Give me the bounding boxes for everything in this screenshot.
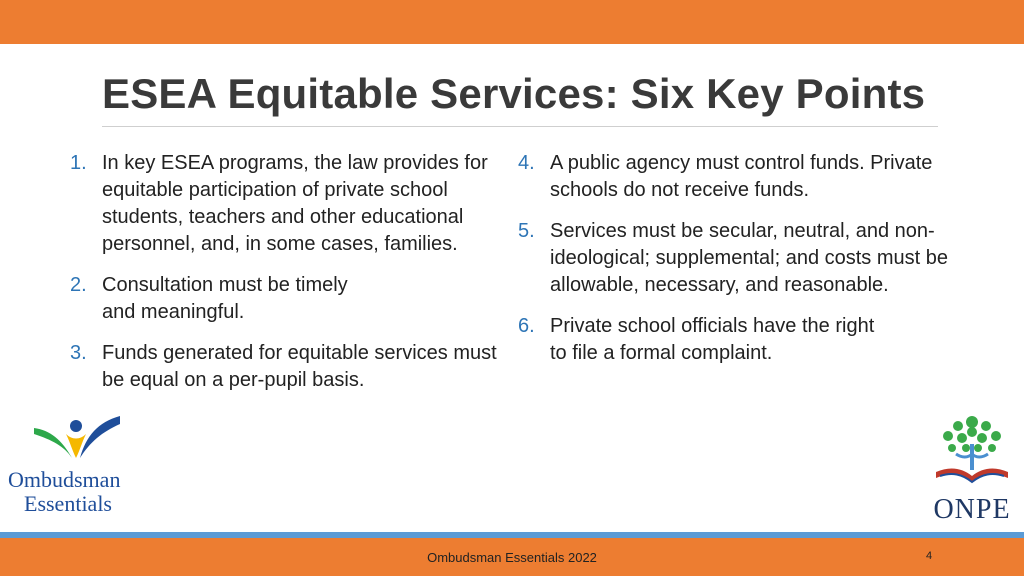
- points-column-right: [518, 150, 978, 381]
- point-text: A public agency must control funds. Private schools do not receive funds.: [550, 152, 933, 201]
- point-text: Private school officials have the right to file a formal complaint.: [550, 315, 875, 364]
- point-number: 3.: [70, 342, 87, 364]
- key-point-2: [70, 272, 510, 326]
- tree-book-icon: [926, 414, 1018, 494]
- onpe-wordmark: ONPE: [933, 494, 1011, 525]
- key-point-5: [518, 218, 978, 299]
- ombudsman-essentials-logo: [8, 412, 158, 522]
- key-point-3: [70, 340, 510, 394]
- point-number: 5.: [518, 220, 535, 242]
- footer-text: Ombudsman Essentials 2022: [427, 550, 597, 565]
- ombudsman-essentials-wordmark: [8, 468, 158, 516]
- point-text: Consultation must be timely and meaningful.: [102, 274, 348, 323]
- top-accent-bar: [0, 0, 1024, 44]
- title-divider: [102, 126, 938, 127]
- logo-line-1: Ombudsman: [8, 467, 121, 492]
- point-number: 4.: [518, 152, 535, 174]
- ombudsman-figures-icon: [32, 412, 122, 462]
- page-number: 4: [926, 550, 933, 562]
- logo-line-2: Essentials: [24, 491, 112, 516]
- points-column-left: [70, 150, 510, 408]
- point-text: In key ESEA programs, the law provides for equitable participation of private school students, teachers and other educational personnel, and, in some cases, families.: [102, 152, 488, 255]
- slide-title: ESEA Equitable Services: Six Key Points: [102, 70, 926, 117]
- onpe-logo: [922, 414, 1022, 524]
- key-point-4: [518, 150, 978, 204]
- point-number: 6.: [518, 315, 535, 337]
- point-text: Funds generated for equitable services must be equal on a per-pupil basis.: [102, 342, 497, 391]
- point-number: 2.: [70, 274, 87, 296]
- key-point-1: [70, 150, 510, 258]
- key-point-6: [518, 313, 978, 367]
- point-text: Services must be secular, neutral, and non-ideological; supplemental; and costs must be allowable, necessary, and reasonable.: [550, 220, 949, 296]
- point-number: 1.: [70, 152, 87, 174]
